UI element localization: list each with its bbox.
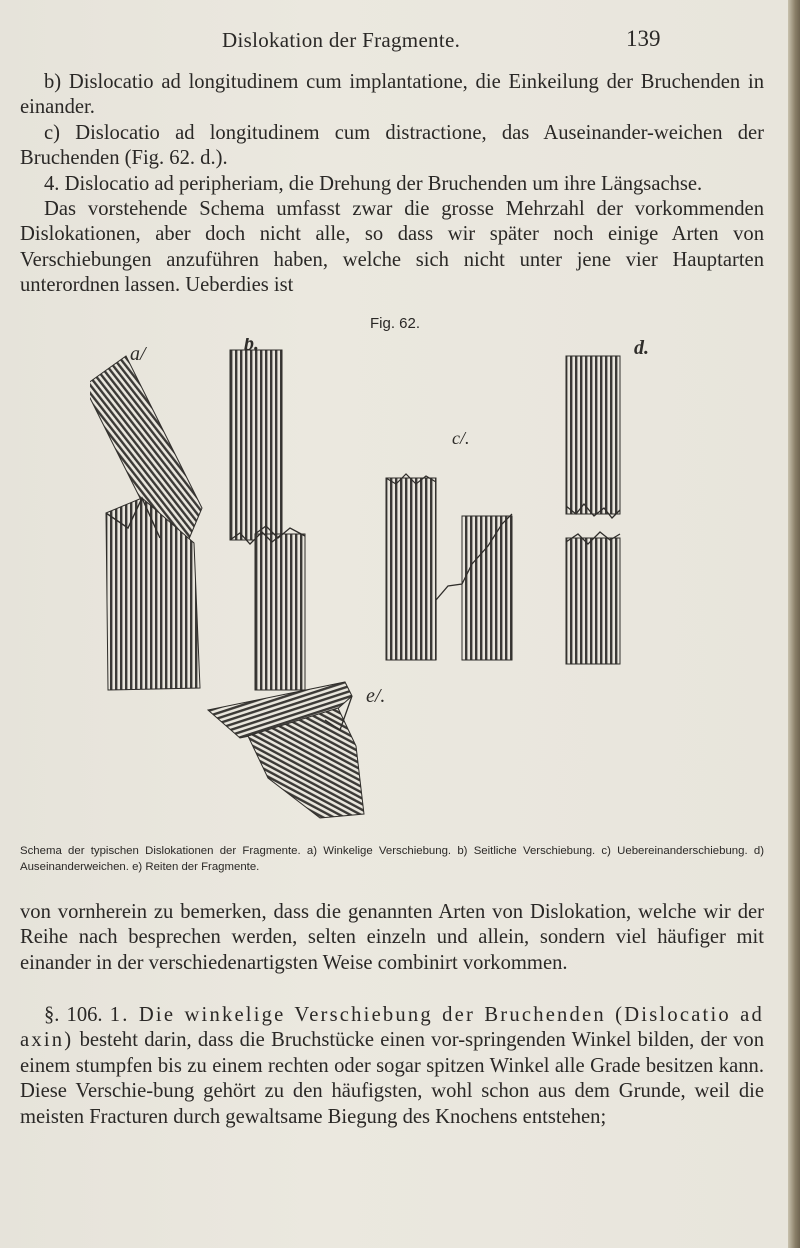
label-d: d.: [634, 338, 649, 359]
page-edge: [788, 0, 800, 1248]
paragraph-combination: von vornherein zu bemerken, dass die genannten Arten von Dislokation, welche wir der Reihe nach besprechen werden, selten einzeln und allein, sondern viel häufiger mit einander in der verschiedenartigsten Weise combinirt vorkommen.: [20, 901, 764, 974]
page-number: 139: [626, 26, 661, 51]
fragment-b: [230, 350, 305, 690]
paragraph-section-106: [20, 1003, 764, 1130]
bottom-paragraph-2: [20, 1003, 764, 1130]
top-text-block: [20, 70, 764, 299]
item-4: 4. Dislocatio ad peripheriam, die Drehung der Bruchenden um ihre Längsachse.: [44, 172, 703, 195]
section-body: besteht darin, dass die Bruchstücke einen vor-springenden Winkel bilden, der von einem stumpfen bis zu einem rechten oder sogar spitzen Winkel alle Grade besitzen kann. Diese Verschie-bung gehört zu den häufigsten, wohl schon aus dem Grunde, weil die meisten Fracturen durch gewaltsame Biegung des Knochens entstehen;: [20, 1029, 765, 1128]
fragment-a: [90, 356, 202, 690]
label-e: e/.: [366, 685, 386, 707]
item-b: b) Dislocatio ad longitudinem cum implantatione, die Einkeilung der Bruchenden in einander.: [20, 71, 764, 119]
item-c: c) Dislocatio ad longitudinem cum distractione, das Auseinander-weichen der Bruchenden (Fig. 62. d.).: [20, 121, 764, 170]
fragment-d: [566, 356, 620, 664]
bottom-paragraph-1: [20, 900, 764, 976]
figure-62: [90, 338, 690, 838]
figure-title: Fig. 62.: [369, 315, 421, 332]
fragment-e: [208, 682, 364, 818]
fragment-c: [386, 474, 512, 660]
fracture-schema-drawing: [90, 338, 690, 838]
figure-caption: Schema der typischen Dislokationen der Fragmente. a) Winkelige Verschiebung. b) Seitliche Verschiebung. c) Uebereinanderschiebung. d) Auseinanderweichen. e) Reiten der Fragmente.: [20, 845, 764, 873]
label-b: b.: [244, 338, 259, 355]
label-c: c/.: [452, 428, 470, 448]
running-title: Dislokation der Fragmente.: [222, 28, 461, 52]
section-number: §. 106.: [44, 1004, 103, 1026]
section-heading: 1. Die winkelige Verschiebung der Bruchenden (Dislocatio ad axin): [20, 1004, 765, 1052]
paragraph-schema: Das vorstehende Schema umfasst zwar die grosse Mehrzahl der vorkommenden Dislokationen, aber doch nicht alle, so dass wir später noch einige Arten von Verschiebungen anzuführen haben, welche sich nicht unter jene vier Hauptarten unterordnen lassen. Ueberdies ist: [20, 198, 764, 297]
label-a: a/: [130, 343, 146, 365]
page-header: [0, 28, 790, 58]
